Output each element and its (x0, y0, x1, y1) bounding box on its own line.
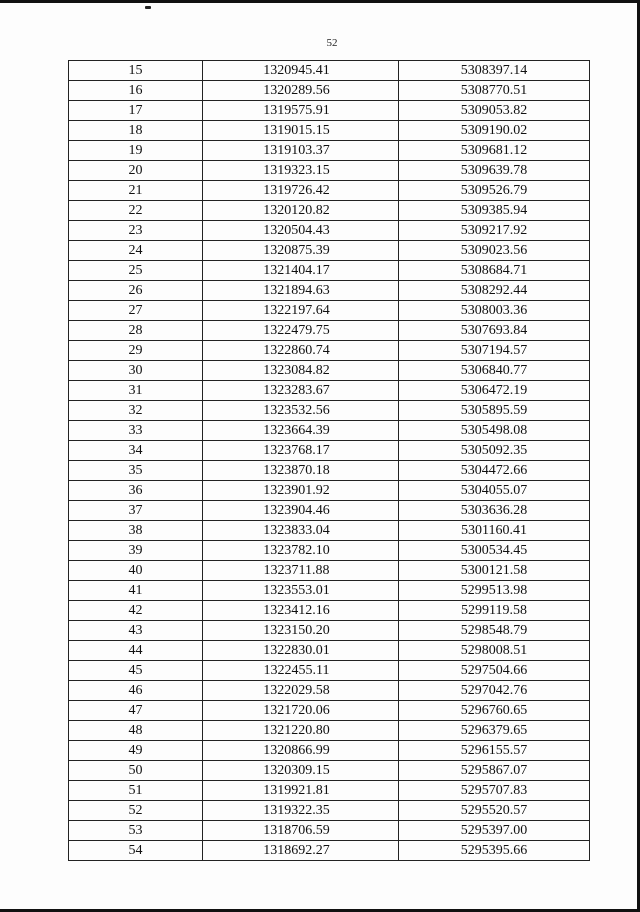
table-row (69, 181, 590, 201)
x-coordinate-cell: 1318706.59 (203, 821, 399, 841)
point-number-cell: 26 (69, 281, 203, 301)
table-row (69, 81, 590, 101)
x-coordinate-cell: 1323901.92 (203, 481, 399, 501)
y-coordinate-cell: 5307194.57 (399, 341, 590, 361)
x-coordinate-cell: 1323664.39 (203, 421, 399, 441)
y-coordinate-cell: 5295520.57 (399, 801, 590, 821)
point-number-cell: 52 (69, 801, 203, 821)
table-row (69, 341, 590, 361)
y-coordinate-cell: 5298548.79 (399, 621, 590, 641)
y-coordinate-cell: 5295707.83 (399, 781, 590, 801)
x-coordinate-cell: 1319323.15 (203, 161, 399, 181)
table-row (69, 401, 590, 421)
point-number-cell: 38 (69, 521, 203, 541)
scan-edge-top (0, 0, 640, 3)
table-row (69, 701, 590, 721)
point-number-cell: 32 (69, 401, 203, 421)
table-row (69, 201, 590, 221)
table-row (69, 141, 590, 161)
point-number-cell: 35 (69, 461, 203, 481)
x-coordinate-cell: 1319322.35 (203, 801, 399, 821)
y-coordinate-cell: 5304055.07 (399, 481, 590, 501)
point-number-cell: 50 (69, 761, 203, 781)
x-coordinate-cell: 1323904.46 (203, 501, 399, 521)
y-coordinate-cell: 5299119.58 (399, 601, 590, 621)
y-coordinate-cell: 5305092.35 (399, 441, 590, 461)
table-row (69, 661, 590, 681)
table-row (69, 321, 590, 341)
y-coordinate-cell: 5309190.02 (399, 121, 590, 141)
table-row (69, 361, 590, 381)
coordinates-table-body (69, 61, 590, 861)
y-coordinate-cell: 5308003.36 (399, 301, 590, 321)
table-row (69, 841, 590, 861)
x-coordinate-cell: 1323833.04 (203, 521, 399, 541)
x-coordinate-cell: 1323412.16 (203, 601, 399, 621)
x-coordinate-cell: 1319103.37 (203, 141, 399, 161)
point-number-cell: 28 (69, 321, 203, 341)
x-coordinate-cell: 1322197.64 (203, 301, 399, 321)
table-row (69, 781, 590, 801)
x-coordinate-cell: 1322479.75 (203, 321, 399, 341)
y-coordinate-cell: 5297504.66 (399, 661, 590, 681)
point-number-cell: 51 (69, 781, 203, 801)
y-coordinate-cell: 5300121.58 (399, 561, 590, 581)
table-row (69, 581, 590, 601)
point-number-cell: 53 (69, 821, 203, 841)
point-number-cell: 31 (69, 381, 203, 401)
y-coordinate-cell: 5307693.84 (399, 321, 590, 341)
point-number-cell: 46 (69, 681, 203, 701)
point-number-cell: 42 (69, 601, 203, 621)
y-coordinate-cell: 5300534.45 (399, 541, 590, 561)
x-coordinate-cell: 1321894.63 (203, 281, 399, 301)
coordinates-table (68, 60, 590, 861)
table-row (69, 121, 590, 141)
point-number-cell: 47 (69, 701, 203, 721)
x-coordinate-cell: 1323768.17 (203, 441, 399, 461)
table-row (69, 501, 590, 521)
table-row (69, 421, 590, 441)
x-coordinate-cell: 1319726.42 (203, 181, 399, 201)
y-coordinate-cell: 5308397.14 (399, 61, 590, 81)
table-row (69, 101, 590, 121)
y-coordinate-cell: 5295397.00 (399, 821, 590, 841)
x-coordinate-cell: 1319015.15 (203, 121, 399, 141)
point-number-cell: 34 (69, 441, 203, 461)
y-coordinate-cell: 5306840.77 (399, 361, 590, 381)
point-number-cell: 20 (69, 161, 203, 181)
y-coordinate-cell: 5306472.19 (399, 381, 590, 401)
x-coordinate-cell: 1323283.67 (203, 381, 399, 401)
y-coordinate-cell: 5305498.08 (399, 421, 590, 441)
scan-mark (145, 6, 151, 9)
table-row (69, 261, 590, 281)
x-coordinate-cell: 1319921.81 (203, 781, 399, 801)
table-row (69, 461, 590, 481)
table-row (69, 721, 590, 741)
x-coordinate-cell: 1318692.27 (203, 841, 399, 861)
table-row (69, 821, 590, 841)
point-number-cell: 22 (69, 201, 203, 221)
point-number-cell: 36 (69, 481, 203, 501)
x-coordinate-cell: 1320504.43 (203, 221, 399, 241)
table-row (69, 561, 590, 581)
point-number-cell: 21 (69, 181, 203, 201)
x-coordinate-cell: 1322860.74 (203, 341, 399, 361)
point-number-cell: 27 (69, 301, 203, 321)
point-number-cell: 30 (69, 361, 203, 381)
table-row (69, 61, 590, 81)
point-number-cell: 41 (69, 581, 203, 601)
point-number-cell: 37 (69, 501, 203, 521)
y-coordinate-cell: 5309053.82 (399, 101, 590, 121)
point-number-cell: 19 (69, 141, 203, 161)
table-row (69, 621, 590, 641)
x-coordinate-cell: 1320945.41 (203, 61, 399, 81)
y-coordinate-cell: 5301160.41 (399, 521, 590, 541)
table-row (69, 741, 590, 761)
table-row (69, 681, 590, 701)
table-row (69, 601, 590, 621)
table-row (69, 761, 590, 781)
y-coordinate-cell: 5309639.78 (399, 161, 590, 181)
table-row (69, 281, 590, 301)
x-coordinate-cell: 1320875.39 (203, 241, 399, 261)
y-coordinate-cell: 5299513.98 (399, 581, 590, 601)
x-coordinate-cell: 1320866.99 (203, 741, 399, 761)
y-coordinate-cell: 5296379.65 (399, 721, 590, 741)
point-number-cell: 40 (69, 561, 203, 581)
table-row (69, 441, 590, 461)
table-row (69, 221, 590, 241)
point-number-cell: 16 (69, 81, 203, 101)
point-number-cell: 49 (69, 741, 203, 761)
x-coordinate-cell: 1323870.18 (203, 461, 399, 481)
table-row (69, 161, 590, 181)
x-coordinate-cell: 1323084.82 (203, 361, 399, 381)
point-number-cell: 23 (69, 221, 203, 241)
y-coordinate-cell: 5303636.28 (399, 501, 590, 521)
point-number-cell: 45 (69, 661, 203, 681)
y-coordinate-cell: 5295395.66 (399, 841, 590, 861)
y-coordinate-cell: 5308292.44 (399, 281, 590, 301)
x-coordinate-cell: 1321220.80 (203, 721, 399, 741)
point-number-cell: 25 (69, 261, 203, 281)
table-row (69, 801, 590, 821)
x-coordinate-cell: 1323150.20 (203, 621, 399, 641)
x-coordinate-cell: 1321404.17 (203, 261, 399, 281)
point-number-cell: 33 (69, 421, 203, 441)
x-coordinate-cell: 1321720.06 (203, 701, 399, 721)
y-coordinate-cell: 5309526.79 (399, 181, 590, 201)
y-coordinate-cell: 5309217.92 (399, 221, 590, 241)
y-coordinate-cell: 5296760.65 (399, 701, 590, 721)
table-row (69, 381, 590, 401)
y-coordinate-cell: 5309385.94 (399, 201, 590, 221)
point-number-cell: 29 (69, 341, 203, 361)
x-coordinate-cell: 1323553.01 (203, 581, 399, 601)
y-coordinate-cell: 5298008.51 (399, 641, 590, 661)
y-coordinate-cell: 5297042.76 (399, 681, 590, 701)
y-coordinate-cell: 5295867.07 (399, 761, 590, 781)
y-coordinate-cell: 5308770.51 (399, 81, 590, 101)
table-row (69, 241, 590, 261)
x-coordinate-cell: 1322830.01 (203, 641, 399, 661)
point-number-cell: 43 (69, 621, 203, 641)
point-number-cell: 39 (69, 541, 203, 561)
x-coordinate-cell: 1323711.88 (203, 561, 399, 581)
x-coordinate-cell: 1319575.91 (203, 101, 399, 121)
point-number-cell: 24 (69, 241, 203, 261)
table-row (69, 481, 590, 501)
y-coordinate-cell: 5309023.56 (399, 241, 590, 261)
x-coordinate-cell: 1323532.56 (203, 401, 399, 421)
point-number-cell: 18 (69, 121, 203, 141)
table-row (69, 301, 590, 321)
x-coordinate-cell: 1322455.11 (203, 661, 399, 681)
x-coordinate-cell: 1320309.15 (203, 761, 399, 781)
y-coordinate-cell: 5304472.66 (399, 461, 590, 481)
x-coordinate-cell: 1320289.56 (203, 81, 399, 101)
y-coordinate-cell: 5305895.59 (399, 401, 590, 421)
point-number-cell: 54 (69, 841, 203, 861)
point-number-cell: 17 (69, 101, 203, 121)
point-number-cell: 44 (69, 641, 203, 661)
table-row (69, 641, 590, 661)
x-coordinate-cell: 1323782.10 (203, 541, 399, 561)
x-coordinate-cell: 1320120.82 (203, 201, 399, 221)
point-number-cell: 15 (69, 61, 203, 81)
table-row (69, 521, 590, 541)
point-number-cell: 48 (69, 721, 203, 741)
y-coordinate-cell: 5308684.71 (399, 261, 590, 281)
x-coordinate-cell: 1322029.58 (203, 681, 399, 701)
table-row (69, 541, 590, 561)
page-number: 52 (326, 37, 338, 49)
y-coordinate-cell: 5296155.57 (399, 741, 590, 761)
y-coordinate-cell: 5309681.12 (399, 141, 590, 161)
